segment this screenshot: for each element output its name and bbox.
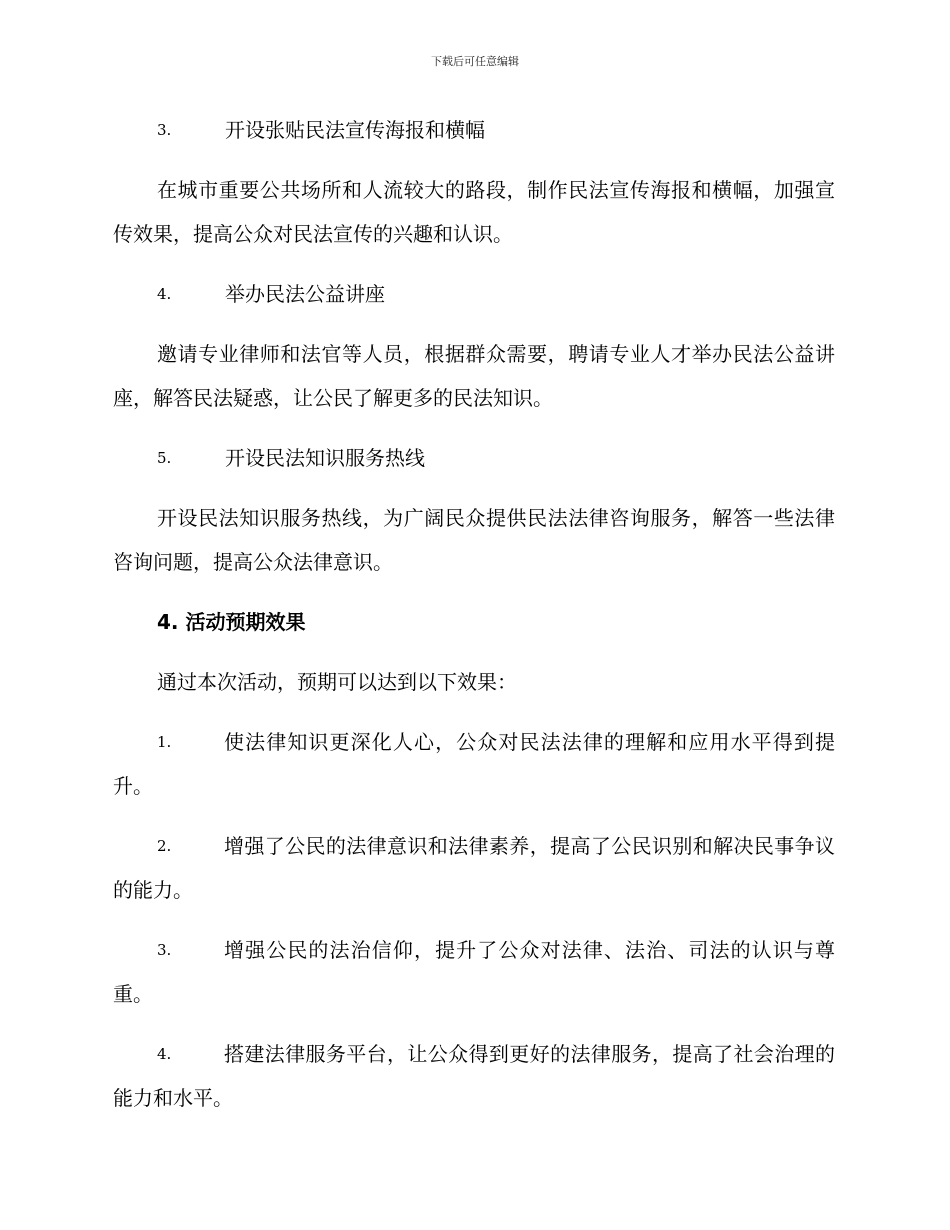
list-item-number: 5. (157, 449, 172, 467)
list-item-number: 4. (157, 285, 172, 303)
effect-item-text: 增强公民的法治信仰，提升了公众对法律、法治、司法的认识与尊重。 (113, 938, 835, 1006)
list-item-number: 1. (157, 733, 172, 751)
list-item-hotline (113, 436, 835, 480)
list-item-title: 举办民法公益讲座 (225, 282, 385, 306)
paragraph-lecture: 邀请专业律师和法官等人员，根据群众需要，聘请专业人才举办民法公益讲座，解答民法疑惑，让公民了解更多的民法知识。 (113, 342, 835, 410)
list-item-title: 开设民法知识服务热线 (225, 446, 425, 470)
document-body (113, 108, 835, 1136)
effect-item-4 (113, 1032, 835, 1120)
list-item-number: 3. (157, 941, 172, 959)
page-header: 下载后可任意编辑 (431, 55, 519, 68)
effect-item-text: 搭建法律服务平台，让公众得到更好的法律服务，提高了社会治理的能力和水平。 (113, 1042, 835, 1110)
list-item-number: 3. (157, 121, 172, 139)
effect-item-text: 增强了公民的法律意识和法律素养，提高了公民识别和解决民事争议的能力。 (113, 834, 835, 902)
list-item-lecture (113, 272, 835, 316)
section-heading: 4. 活动预期效果 (157, 610, 306, 634)
list-item-number: 4. (157, 1045, 172, 1063)
effect-item-2 (113, 824, 835, 912)
effect-item-3 (113, 928, 835, 1016)
list-item-number: 2. (157, 837, 172, 855)
paragraph-intro: 通过本次活动，预期可以达到以下效果： (157, 670, 517, 694)
list-item-poster (113, 108, 835, 152)
paragraph-poster: 在城市重要公共场所和人流较大的路段，制作民法宣传海报和横幅，加强宣传效果，提高公众对民法宣传的兴趣和认识。 (113, 178, 835, 246)
list-item-title: 开设张贴民法宣传海报和横幅 (225, 118, 485, 142)
paragraph-hotline: 开设民法知识服务热线，为广阔民众提供民法法律咨询服务，解答一些法律咨询问题，提高公众法律意识。 (113, 506, 835, 574)
effect-item-1 (113, 720, 835, 808)
effect-item-text: 使法律知识更深化人心，公众对民法法律的理解和应用水平得到提升。 (113, 730, 835, 798)
